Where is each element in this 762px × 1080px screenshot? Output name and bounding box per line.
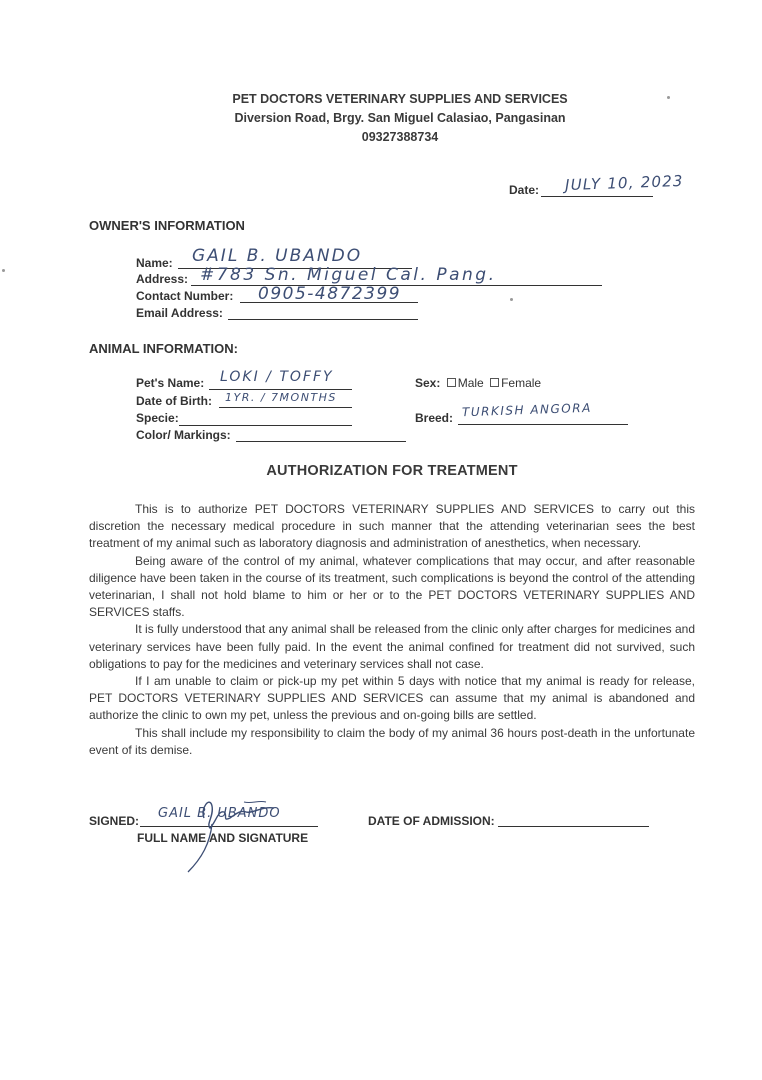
admission-label: DATE OF ADMISSION: bbox=[368, 814, 495, 828]
sex-female-checkbox[interactable] bbox=[490, 378, 499, 387]
specie-label: Specie: bbox=[136, 411, 179, 425]
sex-male-label: Male bbox=[457, 376, 484, 390]
signed-name-value: GAIL B. UBANDO bbox=[158, 806, 281, 821]
company-address: Diversion Road, Brgy. San Miguel Calasiao, Pangasinan bbox=[234, 111, 566, 125]
owner-contact-value: 0905-4872399 bbox=[258, 284, 402, 304]
authorization-paragraph-1: This is to authorize PET DOCTORS VETERINARY SUPPLIES AND SERVICES to carry out this discretion the necessary medical procedure in such manner that the attending veterinarian sees the best treatment of my animal such as laboratory diagnosis and administration of anesthetics, when necessary. bbox=[89, 502, 695, 551]
owner-section-title: OWNER'S INFORMATION bbox=[89, 218, 245, 233]
owner-name-label: Name: bbox=[136, 256, 173, 270]
sex-label: Sex: bbox=[415, 376, 441, 390]
dob-line bbox=[219, 407, 352, 408]
breed-line bbox=[458, 424, 628, 425]
authorization-title: AUTHORIZATION FOR TREATMENT bbox=[266, 463, 518, 479]
color-markings-label: Color/ Markings: bbox=[136, 428, 231, 442]
scan-speck bbox=[2, 269, 5, 272]
signed-label: SIGNED: bbox=[89, 814, 140, 828]
date-label: Date: bbox=[509, 183, 540, 197]
owner-email-line bbox=[228, 319, 418, 320]
date-line bbox=[541, 196, 653, 197]
specie-line bbox=[179, 425, 352, 426]
authorization-paragraph-4: If I am unable to claim or pick-up my pet within 5 days with notice that my animal is ready for release, PET DOCTORS VETERINARY SUPPLIES AND SERVICES can assume that my animal is abandoned and authorize the clinic to own my pet, unless the previous and on-going bills are settled. bbox=[89, 674, 695, 723]
owner-address-value: #783 Sn. Miguel Cal. Pang. bbox=[200, 265, 497, 285]
scan-speck bbox=[667, 96, 670, 99]
company-phone: 09327388734 bbox=[361, 130, 439, 144]
sex-female-label: Female bbox=[501, 376, 542, 390]
pet-name-value: LOKI / TOFFY bbox=[220, 369, 334, 385]
authorization-body bbox=[89, 501, 695, 759]
dob-label: Date of Birth: bbox=[136, 394, 212, 408]
color-markings-line bbox=[236, 441, 406, 442]
breed-label: Breed: bbox=[415, 411, 454, 425]
sex-male-checkbox[interactable] bbox=[447, 378, 456, 387]
authorization-paragraph-2: Being aware of the control of my animal, whatever complications that may occur, and after reasonable diligence have been taken in the course of its treatment, such complications is beyond the control of the attending veterinarian, I shall not hold blame to him or her or to the PET DOCTORS VETERINARY SUPPLIES AND SERVICES staffs. bbox=[89, 553, 695, 620]
date-value: JULY 10, 2023 bbox=[564, 171, 684, 195]
owner-address-label: Address: bbox=[136, 272, 189, 286]
sex-field bbox=[415, 376, 541, 390]
animal-section-title: ANIMAL INFORMATION: bbox=[89, 341, 238, 356]
admission-line bbox=[498, 826, 649, 827]
owner-name-value: GAIL B. UBANDO bbox=[192, 246, 363, 266]
signature-caption: FULL NAME AND SIGNATURE bbox=[137, 831, 309, 845]
dob-value: 1YR. / 7MONTHS bbox=[225, 391, 337, 404]
scan-speck bbox=[510, 298, 513, 301]
pet-name-line bbox=[209, 389, 352, 390]
company-name: PET DOCTORS VETERINARY SUPPLIES AND SERVICES bbox=[232, 92, 568, 106]
breed-value: TURKISH ANGORA bbox=[461, 400, 593, 420]
owner-contact-label: Contact Number: bbox=[136, 289, 234, 303]
authorization-paragraph-3: It is fully understood that any animal shall be released from the clinic only after charges for medicines and veterinary services have been fully paid. In the event the animal confined for treatment did not survived, such obligations to pay for the medicines and veterinary services shall not case. bbox=[89, 622, 695, 671]
owner-email-label: Email Address: bbox=[136, 306, 223, 320]
authorization-paragraph-5: This shall include my responsibility to claim the body of my animal 36 hours post-death in the unfortunate event of its demise. bbox=[89, 725, 695, 757]
pet-name-label: Pet's Name: bbox=[136, 376, 205, 390]
